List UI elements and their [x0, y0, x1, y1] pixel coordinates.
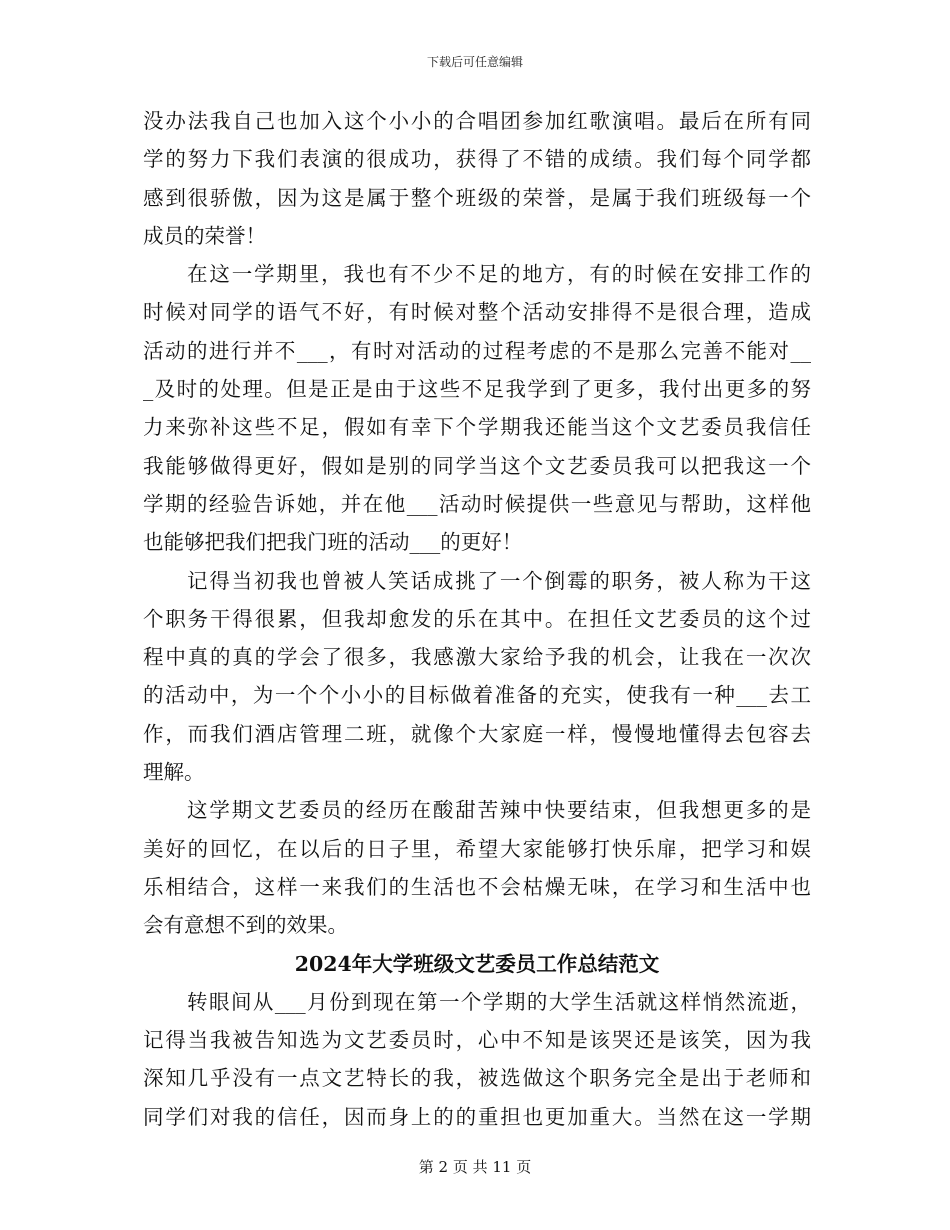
text-line: _及时的处理。但是正是由于这些不足我学到了更多，我付出更多的努	[143, 377, 811, 402]
text-line: 力来弥补这些不足，假如有幸下个学期我还能当这个文艺委员我信任	[143, 415, 811, 440]
page-header: 下载后可任意编辑	[426, 55, 523, 69]
page-number-footer: 第 2 页 共 11 页	[418, 1158, 532, 1176]
section-heading: 2024年大学班级文艺委员工作总结范文	[294, 951, 660, 976]
text-line: 个职务干得很累，但我却愈发的乐在其中。在担任文艺委员的这个过	[143, 606, 811, 631]
text-line: 没办法我自己也加入这个小小的合唱团参加红歌演唱。最后在所有同	[143, 109, 811, 133]
text-line: 学期的经验告诉她，并在他___活动时候提供一些意见与帮助，这样他	[143, 491, 811, 516]
text-line: 程中真的真的学会了很多，我感激大家给予我的机会，让我在一次次	[143, 645, 811, 670]
text-line: 理解。	[143, 760, 205, 785]
text-line: 美好的回忆，在以后的日子里，希望大家能够打快乐扉，把学习和娱	[143, 836, 811, 861]
text-line: 深知几乎没有一点文艺特长的我，被选做这个职务完全是出于老师和	[143, 1066, 811, 1091]
paragraph-start-line: 在这一学期里，我也有不少不足的地方，有的时候在安排工作的	[187, 262, 811, 287]
paragraph-start-line: 这学期文艺委员的经历在酸甜苦辣中快要结束，但我想更多的是	[187, 798, 811, 823]
text-line: 的活动中，为一个个小小的目标做着准备的充实，使我有一种___去工	[143, 683, 811, 708]
document-body	[143, 102, 811, 1136]
text-line: 感到很骄傲，因为这是属于整个班级的荣誉，是属于我们班级每一个	[143, 185, 811, 210]
text-line: 记得当我被告知选为文艺委员时，心中不知是该哭还是该笑，因为我	[143, 1028, 811, 1053]
text-line: 活动的进行并不___，有时对活动的过程考虑的不是那么完善不能对__	[143, 338, 811, 363]
text-line: 我能够做得更好，假如是别的同学当这个文艺委员我可以把我这一个	[143, 453, 811, 478]
paragraph-start-line: 转眼间从___月份到现在第一个学期的大学生活就这样悄然流逝，	[187, 989, 811, 1014]
text-line: 成员的荣誉！	[143, 223, 266, 248]
text-line: 也能够把我们把我门班的活动___的更好！	[143, 530, 523, 555]
paragraph-start-line: 记得当初我也曾被人笑话成挑了一个倒霉的职务，被人称为干这	[187, 568, 811, 593]
text-line: 同学们对我的信任，因而身上的的重担也更加重大。当然在这一学期	[143, 1104, 811, 1129]
text-line: 学的努力下我们表演的很成功，获得了不错的成绩。我们每个同学都	[143, 147, 811, 172]
text-line: 作，而我们酒店管理二班，就像个大家庭一样，慢慢地懂得去包容去	[143, 721, 811, 746]
text-line: 乐相结合，这样一来我们的生活也不会枯燥无味，在学习和生活中也	[143, 874, 811, 899]
text-line: 会有意想不到的效果。	[143, 913, 348, 938]
text-line: 时候对同学的语气不好，有时候对整个活动安排得不是很合理，造成	[143, 300, 811, 325]
